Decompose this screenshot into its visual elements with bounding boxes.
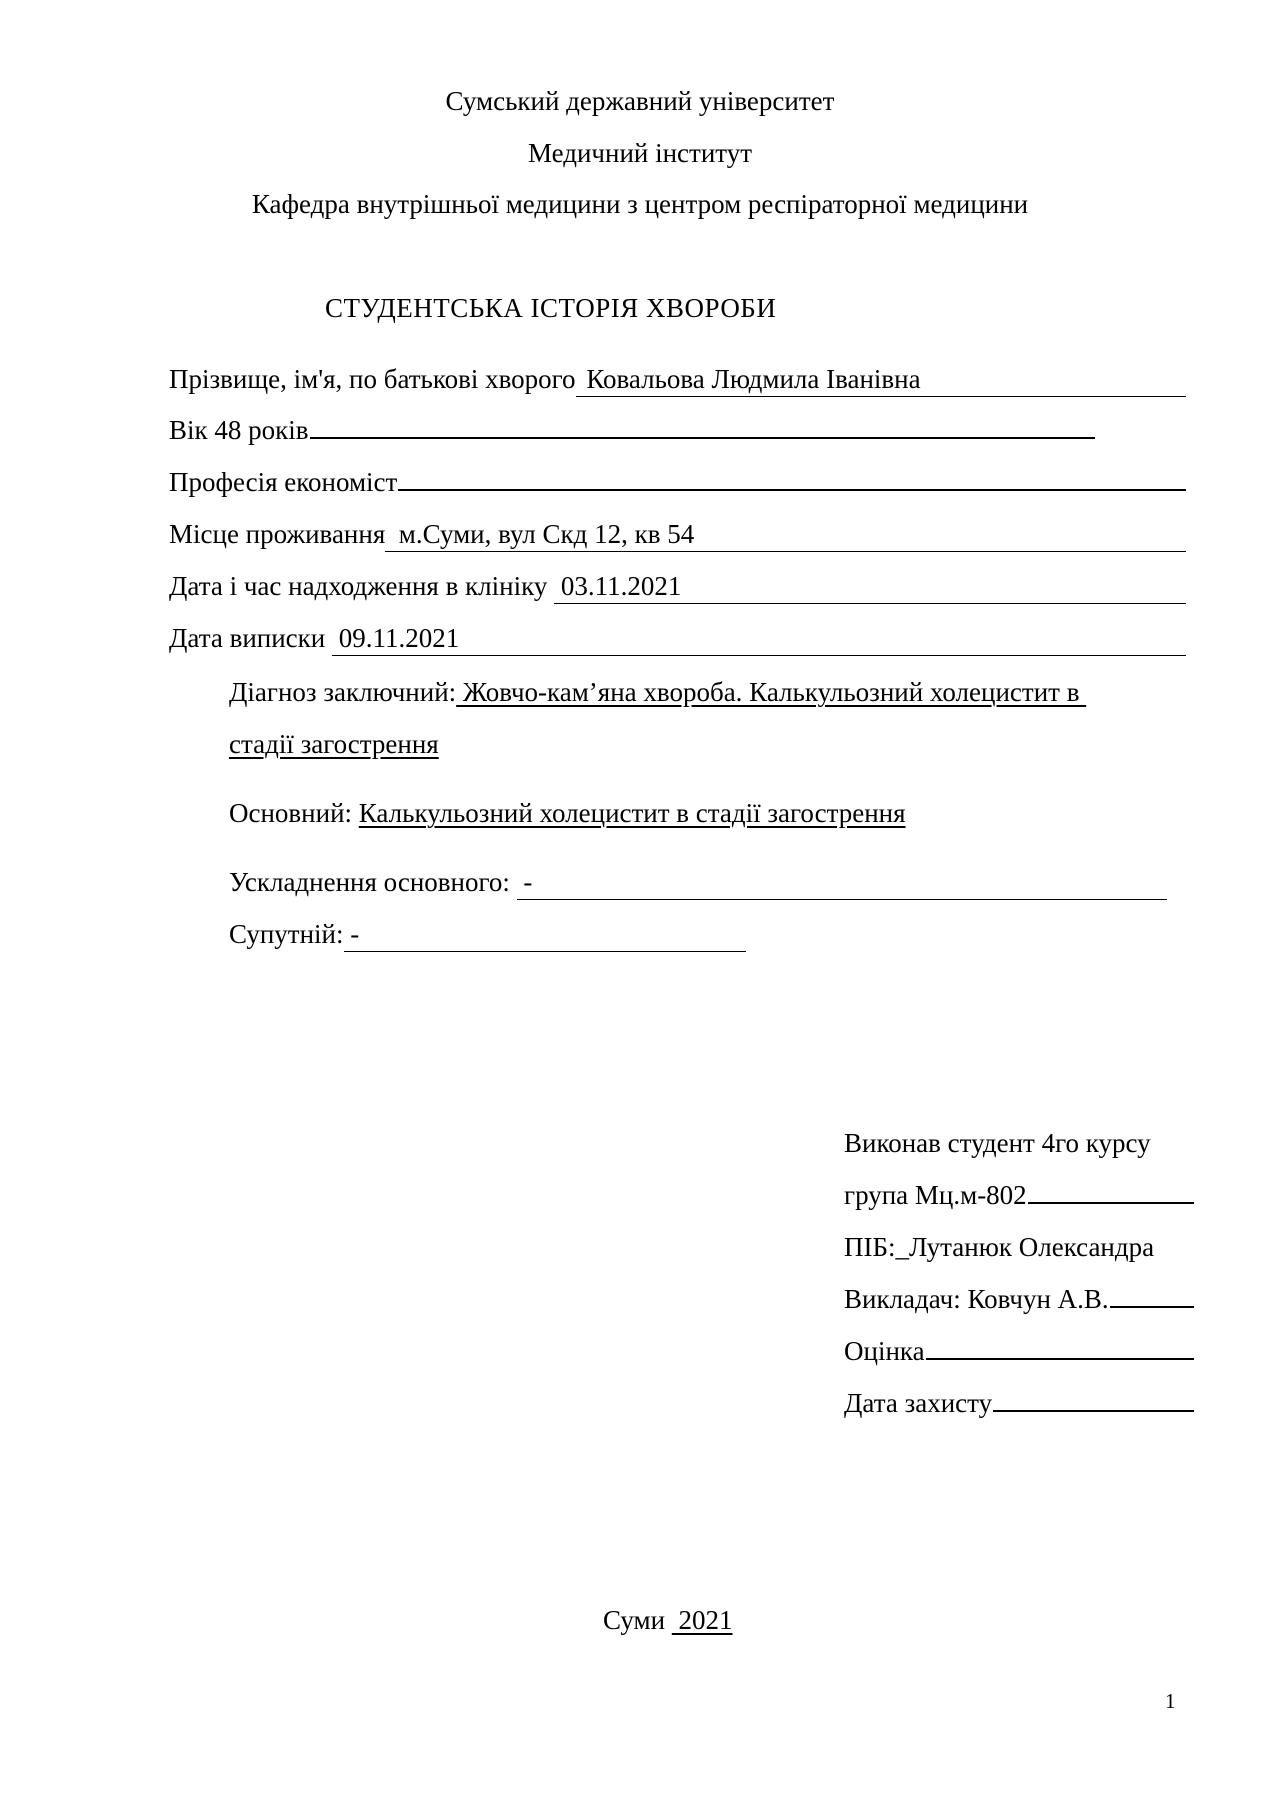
patient-name-field <box>576 362 1186 397</box>
document-title: СТУДЕНТСЬКА ІСТОРІЯ ХВОРОБИ <box>325 293 777 323</box>
university-name: Сумський державний університет <box>445 86 835 116</box>
age-row <box>169 413 1109 447</box>
residence-row <box>169 517 1186 552</box>
concomitant-value: - <box>343 919 360 949</box>
main-diagnosis-value: Калькульозний холецистит в стадії загострення <box>358 798 906 828</box>
final-diagnosis-row <box>229 675 1086 709</box>
teacher-row <box>844 1282 1194 1316</box>
admission-field <box>554 569 1186 604</box>
patient-name-label: Прізвище, ім'я, по батькові хворого <box>169 364 576 394</box>
admission-row <box>169 569 1186 604</box>
concomitant-label: Супутній: <box>229 919 344 949</box>
final-diagnosis-value-line1: Жовчо-кам’яна хвороба. Калькульозний холецистит в <box>456 677 1087 707</box>
residence-field <box>385 517 1186 552</box>
complications-label: Ускладнення основного: <box>229 867 517 897</box>
defense-date-label: Дата захисту <box>844 1388 993 1418</box>
profession-label: Професія економіст <box>169 467 398 497</box>
student-name-label: ПІБ:_Лутанюк Олександра <box>844 1232 1155 1262</box>
profession-row <box>169 465 1186 499</box>
complications-row <box>229 865 1167 900</box>
group-label: група Мц.м-802 <box>844 1180 1027 1210</box>
discharge-field <box>332 621 1186 656</box>
complications-value: - <box>516 867 533 897</box>
complications-field <box>517 865 1167 900</box>
age-label: Вік 48 років <box>169 415 309 445</box>
final-diagnosis-value-line2: стадії загострення <box>229 729 439 759</box>
final-diagnosis-label: Діагноз заключний: <box>229 677 457 707</box>
discharge-value: 09.11.2021 <box>331 623 460 653</box>
profession-blank-line <box>398 467 1186 491</box>
defense-date-blank-line <box>993 1388 1194 1412</box>
admission-label: Дата і час надходження в клініку <box>169 571 555 601</box>
defense-date-row <box>844 1386 1204 1420</box>
residence-value: м.Суми, вул Скд 12, кв 54 <box>385 519 695 549</box>
grade-row <box>844 1334 1194 1368</box>
residence-label: Місце проживання <box>169 519 386 549</box>
main-diagnosis-label: Основний: <box>229 798 359 828</box>
performed-by-row <box>844 1126 1151 1160</box>
concomitant-field <box>344 917 747 952</box>
age-blank-line <box>310 415 1096 439</box>
footer-year: 2021 <box>671 1605 733 1635</box>
department-name: Кафедра внутрішньої медицини з центром респіраторної медицини <box>251 189 1029 219</box>
institute-name: Медичний інститут <box>527 138 753 168</box>
page-number: 1 <box>1165 1689 1176 1713</box>
grade-label: Оцінка <box>844 1336 925 1366</box>
patient-name-row <box>169 362 1186 397</box>
grade-blank-line <box>926 1336 1194 1360</box>
student-name-row <box>844 1230 1154 1264</box>
concomitant-row <box>229 917 746 952</box>
group-blank-line <box>1028 1180 1194 1204</box>
teacher-label: Викладач: Ковчун А.В. <box>844 1284 1109 1314</box>
main-diagnosis-row <box>229 796 906 830</box>
teacher-blank-line <box>1110 1284 1194 1308</box>
discharge-label: Дата виписки <box>169 623 332 653</box>
discharge-row <box>169 621 1186 656</box>
performed-by-label: Виконав студент 4го курсу <box>844 1128 1151 1158</box>
group-row <box>844 1178 1194 1212</box>
footer-city-year <box>603 1603 733 1637</box>
admission-value: 03.11.2021 <box>554 571 682 601</box>
footer-city: Суми <box>603 1605 672 1635</box>
final-diagnosis-continuation <box>229 727 439 761</box>
patient-name-value: Ковальова Людмила Іванівна <box>579 364 921 394</box>
